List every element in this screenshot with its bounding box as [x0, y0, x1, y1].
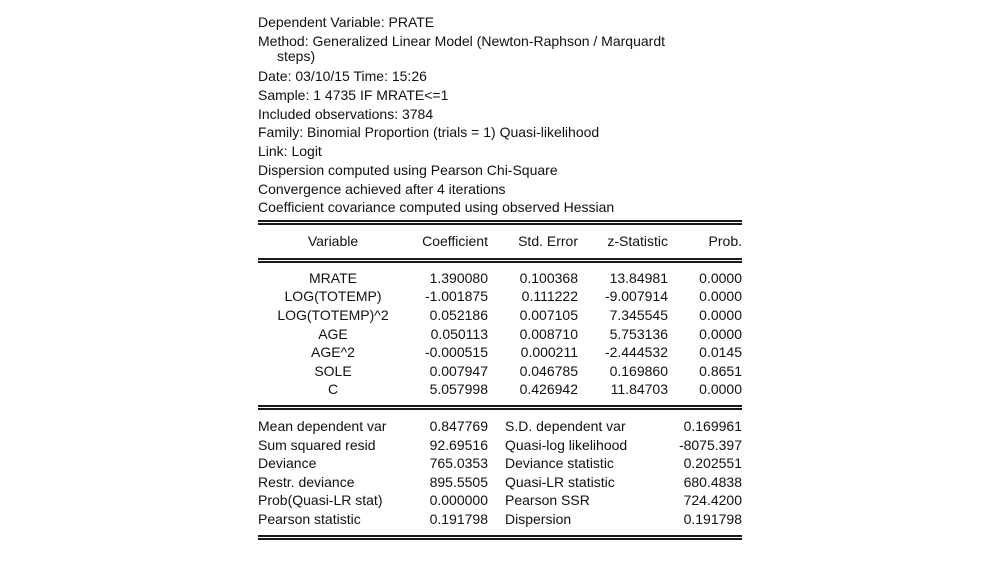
coefficient-value: 5.057998 — [429, 381, 488, 398]
header-std-error: Std. Error — [518, 232, 578, 249]
z-stat-value: -9.007914 — [604, 288, 668, 305]
sample: Sample: 1 4735 IF MRATE<=1 — [258, 87, 449, 104]
variable-name: LOG(TOTEMP)^2 — [277, 307, 389, 324]
z-stat-value: 13.84981 — [609, 269, 668, 286]
dispersion-note: Dispersion computed using Pearson Chi-Square — [258, 161, 558, 178]
table-row — [258, 269, 742, 288]
stats-row — [258, 491, 742, 510]
stats-row — [258, 473, 742, 492]
method-continued: steps) — [277, 48, 316, 65]
prob-value: 0.0000 — [699, 269, 742, 286]
stat-value: 0.000000 — [429, 492, 488, 509]
stat-label: Sum squared resid — [258, 436, 376, 453]
date-time: Date: 03/10/15 Time: 15:26 — [258, 68, 427, 85]
coefficient-value: 0.007947 — [429, 362, 488, 379]
z-stat-value: -2.444532 — [604, 344, 668, 361]
stat-value: 895.5505 — [429, 473, 488, 490]
header-z-statistic: z-Statistic — [607, 232, 668, 249]
family: Family: Binomial Proportion (trials = 1) Quasi-likelihood — [258, 124, 600, 141]
stat-value: 0.202551 — [683, 455, 742, 472]
stat-label: Deviance statistic — [505, 455, 614, 472]
summary-stats-table — [258, 417, 742, 529]
coefficient-value: -1.001875 — [424, 288, 488, 305]
header-variable: Variable — [307, 232, 359, 249]
coefficient-table-header — [258, 225, 742, 258]
coefficient-rows — [258, 269, 742, 399]
table-row — [258, 325, 742, 344]
std-error-value: 0.100368 — [519, 269, 578, 286]
variable-name: C — [327, 381, 339, 398]
dependent-variable: Dependent Variable: PRATE — [258, 14, 435, 30]
stat-value: 724.4200 — [683, 492, 742, 509]
table-row — [258, 306, 742, 325]
table-row — [258, 287, 742, 306]
header-prob: Prob. — [708, 232, 742, 249]
coefficient-value: 0.050113 — [430, 325, 488, 342]
z-stat-value: 11.84703 — [610, 381, 668, 398]
coefficient-value: 1.390080 — [429, 269, 488, 286]
prob-value: 0.0000 — [699, 381, 742, 398]
z-stat-value: 0.169860 — [609, 362, 668, 379]
coefficient-value: 0.052186 — [429, 307, 488, 324]
variable-name: LOG(TOTEMP) — [284, 288, 382, 305]
regression-output — [258, 13, 742, 540]
method: Method: Generalized Linear Model (Newton-Raphson / Marquardt — [258, 32, 665, 49]
stat-value: 92.69516 — [429, 436, 488, 453]
table-row — [258, 380, 742, 399]
stat-label: Restr. deviance — [258, 473, 355, 490]
stat-label: Quasi-log likelihood — [505, 436, 628, 453]
variable-name: AGE — [318, 325, 348, 342]
std-error-value: 0.007105 — [519, 307, 578, 324]
std-error-value: 0.111222 — [521, 288, 578, 305]
stat-label: Pearson SSR — [505, 492, 590, 509]
stats-row — [258, 417, 742, 436]
prob-value: 0.0000 — [699, 307, 742, 324]
prob-value: 0.0000 — [699, 325, 742, 342]
stat-value: -8075.397 — [678, 436, 742, 453]
std-error-value: 0.008710 — [519, 325, 578, 342]
header-coefficient: Coefficient — [422, 232, 488, 249]
prob-value: 0.0000 — [699, 288, 742, 305]
table-row — [258, 343, 742, 362]
z-stat-value: 5.753136 — [609, 325, 668, 342]
stat-value: 0.191798 — [429, 511, 488, 527]
std-error-value: 0.426942 — [519, 381, 578, 398]
std-error-value: 0.000211 — [520, 344, 578, 361]
stats-row — [258, 436, 742, 455]
covariance-note: Coefficient covariance computed using observed Hessian — [258, 199, 615, 216]
variable-name: MRATE — [309, 269, 357, 286]
stat-value: 0.169961 — [683, 418, 742, 435]
prob-value: 0.0145 — [699, 344, 742, 361]
stats-row — [258, 510, 742, 529]
stat-value: 0.847769 — [429, 418, 488, 435]
stat-label: S.D. dependent var — [505, 418, 626, 435]
stat-label: Mean dependent var — [258, 418, 387, 435]
stats-row — [258, 454, 742, 473]
stat-label: Deviance — [258, 455, 317, 472]
link: Link: Logit — [258, 143, 322, 160]
coefficient-value: -0.000515 — [424, 344, 488, 361]
stat-label: Dispersion — [505, 511, 572, 527]
stat-label: Prob(Quasi-LR stat) — [258, 492, 383, 509]
included-observations: Included observations: 3784 — [258, 105, 434, 122]
stat-label: Quasi-LR statistic — [505, 473, 615, 490]
variable-name: AGE^2 — [311, 344, 355, 361]
std-error-value: 0.046785 — [519, 362, 578, 379]
stat-value: 680.4838 — [683, 473, 742, 490]
prob-value: 0.8651 — [699, 362, 742, 379]
z-stat-value: 7.345545 — [609, 307, 668, 324]
convergence: Convergence achieved after 4 iterations — [258, 180, 506, 197]
coefficient-table — [258, 225, 742, 258]
table-row — [258, 362, 742, 381]
variable-name: SOLE — [314, 362, 352, 379]
stat-label: Pearson statistic — [258, 511, 361, 527]
table-bottom-rule — [258, 535, 742, 540]
stat-value: 765.0353 — [429, 455, 488, 472]
stat-value: 0.191798 — [683, 511, 742, 527]
